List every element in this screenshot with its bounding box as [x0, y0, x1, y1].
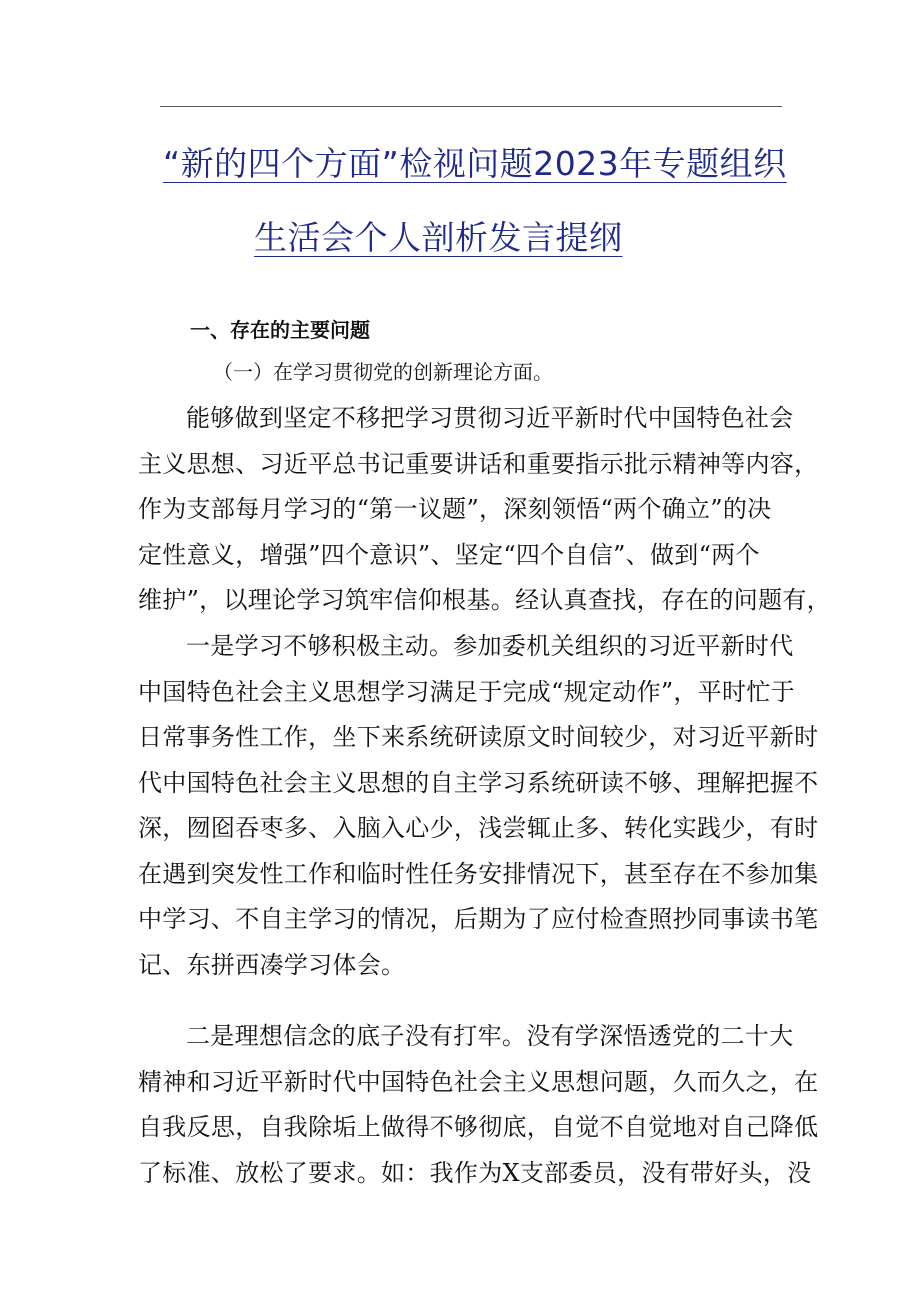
- paragraph-2-line: 记、东拼西凑学习体会。: [138, 951, 406, 979]
- paragraph-2-line: 一是学习不够积极主动。参加委机关组织的习近平新时代: [186, 632, 794, 660]
- paragraph-1-line: 维护”，以理论学习筑牢信仰根基。经认真查找，存在的问题有，: [138, 586, 831, 614]
- document-title-line-2: 生活会个人剖析发言提纲: [254, 218, 623, 257]
- paragraph-3-line: 了标准、放松了要求。如：我作为X支部委员，没有带好头，没: [138, 1159, 812, 1187]
- header-rule: [160, 106, 782, 107]
- paragraph-1-line: 能够做到坚定不移把学习贯彻习近平新时代中国特色社会: [186, 404, 794, 432]
- paragraph-3-line: 二是理想信念的底子没有打牢。没有学深悟透党的二十大: [186, 1022, 794, 1050]
- section-heading: 一、存在的主要问题: [190, 318, 370, 342]
- paragraph-2-line: 深，囫囵吞枣多、入脑入心少，浅尝辄止多、转化实践少，有时: [138, 814, 819, 842]
- paragraph-3-line: 精神和习近平新时代中国特色社会主义思想问题，久而久之，在: [138, 1068, 819, 1096]
- paragraph-2-line: 中学习、不自主学习的情况，后期为了应付检查照抄同事读书笔: [138, 905, 819, 933]
- paragraph-1-line: 作为支部每月学习的“第一议题”，深刻领悟“两个确立”的决: [138, 495, 772, 523]
- paragraph-2-line: 中国特色社会主义思想学习满足于完成“规定动作”，平时忙于: [138, 678, 795, 706]
- paragraph-3-line: 自我反思，自我除垢上做得不够彻底，自觉不自觉地对自己降低: [138, 1113, 819, 1141]
- paragraph-1-line: 定性意义，增强”四个意识”、坚定“四个自信”、做到“两个: [138, 541, 760, 569]
- paragraph-1-line: 主义思想、习近平总书记重要讲话和重要指示批示精神等内容，: [138, 450, 819, 478]
- paragraph-2-line: 在遇到突发性工作和临时性任务安排情况下，甚至存在不参加集: [138, 860, 819, 888]
- subsection-heading: （一）在学习贯彻党的创新理论方面。: [213, 360, 553, 384]
- paragraph-2-line: 日常事务性工作，坐下来系统研读原文时间较少，对习近平新时: [138, 723, 819, 751]
- document-title-line-1: “新的四个方面”检视问题2023年专题组织: [163, 144, 787, 183]
- paragraph-2-line: 代中国特色社会主义思想的自主学习系统研读不够、理解把握不: [138, 769, 819, 797]
